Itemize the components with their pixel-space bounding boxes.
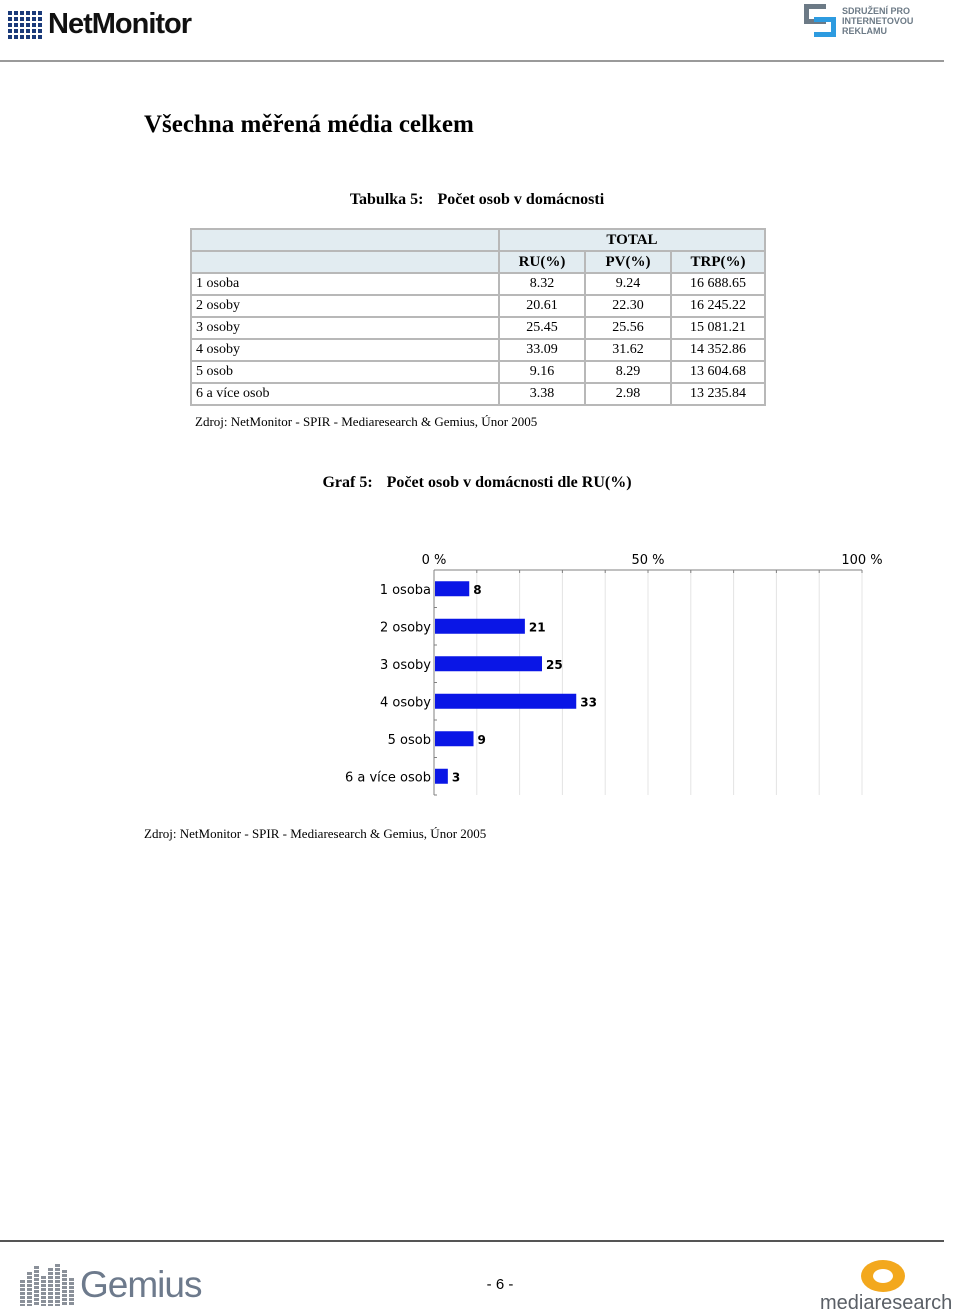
cell-ru: 25.45 (499, 317, 585, 339)
cell-pv: 8.29 (585, 361, 671, 383)
bar (435, 581, 469, 596)
spir-logo (804, 4, 934, 38)
mediaresearch-logo (812, 1260, 952, 1315)
gemius-logo-text: Gemius (80, 1264, 202, 1305)
cell-trp: 16 245.22 (671, 295, 765, 317)
table-header-row (191, 251, 765, 273)
row-label: 4 osoby (191, 339, 499, 361)
table-row (191, 339, 765, 361)
x-tick-label: 100 % (841, 553, 883, 568)
category-label: 3 osoby (379, 657, 431, 673)
table-row (191, 361, 765, 383)
row-label: 2 osoby (191, 295, 499, 317)
page-number: - 6 - (486, 1276, 514, 1293)
cell-ru: 33.09 (499, 339, 585, 361)
cell-trp: 13 604.68 (671, 361, 765, 383)
column-header-pv: PV(%) (585, 251, 671, 273)
graph-source-note: Zdroj: NetMonitor - SPIR - Mediaresearch & Gemius, Únor 2005 (144, 826, 487, 841)
bar (435, 656, 542, 671)
spir-logo-text: SDRUŽENÍ PRO INTERNETOVOU REKLAMU (842, 6, 914, 36)
category-label: 1 osoba (379, 582, 431, 598)
netmonitor-logo-text: NetMonitor (48, 8, 192, 40)
bar (435, 731, 474, 746)
data-label: 3 (451, 770, 461, 785)
row-label: 1 osoba (191, 273, 499, 295)
data-label: 8 (473, 582, 482, 597)
cell-pv: 25.56 (585, 317, 671, 339)
row-label: 6 a více osob (191, 383, 499, 405)
bar (435, 769, 448, 784)
bar (435, 694, 576, 709)
table-corner-cell (191, 251, 499, 273)
table-source-note: Zdroj: NetMonitor - SPIR - Mediaresearch & Gemius, Únor 2005 (195, 414, 538, 429)
data-label: 25 (546, 657, 563, 672)
table-caption-label: Tabulka 5: (349, 191, 424, 208)
column-header-ru: RU(%) (499, 251, 585, 273)
graph-caption-text: Počet osob v domácnosti dle RU(%) (386, 474, 632, 491)
netmonitor-logo (8, 8, 191, 41)
x-tick-label: 50 % (631, 553, 665, 568)
table-caption-text: Počet osob v domácnosti (437, 191, 605, 208)
cell-trp: 16 688.65 (671, 273, 765, 295)
table-row (191, 273, 765, 295)
data-label: 33 (580, 695, 597, 710)
table-corner-cell (191, 229, 499, 251)
cell-trp: 15 081.21 (671, 317, 765, 339)
bar (435, 619, 525, 634)
cell-pv: 9.24 (585, 273, 671, 295)
cell-ru: 9.16 (499, 361, 585, 383)
spir-mark-icon (804, 4, 838, 38)
table-group-header-row (191, 229, 765, 251)
category-label: 2 osoby (379, 620, 431, 636)
table-caption (0, 191, 954, 209)
row-label: 3 osoby (191, 317, 499, 339)
cell-ru: 20.61 (499, 295, 585, 317)
graph-caption (0, 474, 954, 492)
header-divider (0, 60, 944, 62)
cell-pv: 2.98 (585, 383, 671, 405)
category-label: 4 osoby (379, 695, 431, 711)
cell-pv: 31.62 (585, 339, 671, 361)
column-header-trp: TRP(%) (671, 251, 765, 273)
netmonitor-grid-icon (8, 11, 42, 39)
table-row (191, 317, 765, 339)
cell-ru: 8.32 (499, 273, 585, 295)
data-label: 21 (528, 620, 546, 635)
bar-chart (300, 540, 900, 800)
table-row (191, 295, 765, 317)
page-title: Všechna měřená média celkem (144, 111, 474, 138)
mediaresearch-logo-text: mediaresearch (820, 1292, 953, 1314)
row-label: 5 osob (191, 361, 499, 383)
category-label: 5 osob (387, 732, 431, 748)
category-label: 6 a více osob (344, 770, 431, 786)
graph-caption-label: Graf 5: (322, 474, 373, 491)
cell-trp: 14 352.86 (671, 339, 765, 361)
data-table (190, 228, 766, 406)
footer-divider (0, 1240, 944, 1242)
mediaresearch-ring-icon (861, 1260, 905, 1292)
table-row (191, 383, 765, 405)
cell-trp: 13 235.84 (671, 383, 765, 405)
cell-ru: 3.38 (499, 383, 585, 405)
x-tick-label: 0 % (421, 553, 447, 568)
table-group-header: TOTAL (499, 229, 765, 251)
cell-pv: 22.30 (585, 295, 671, 317)
data-label: 9 (477, 732, 486, 747)
